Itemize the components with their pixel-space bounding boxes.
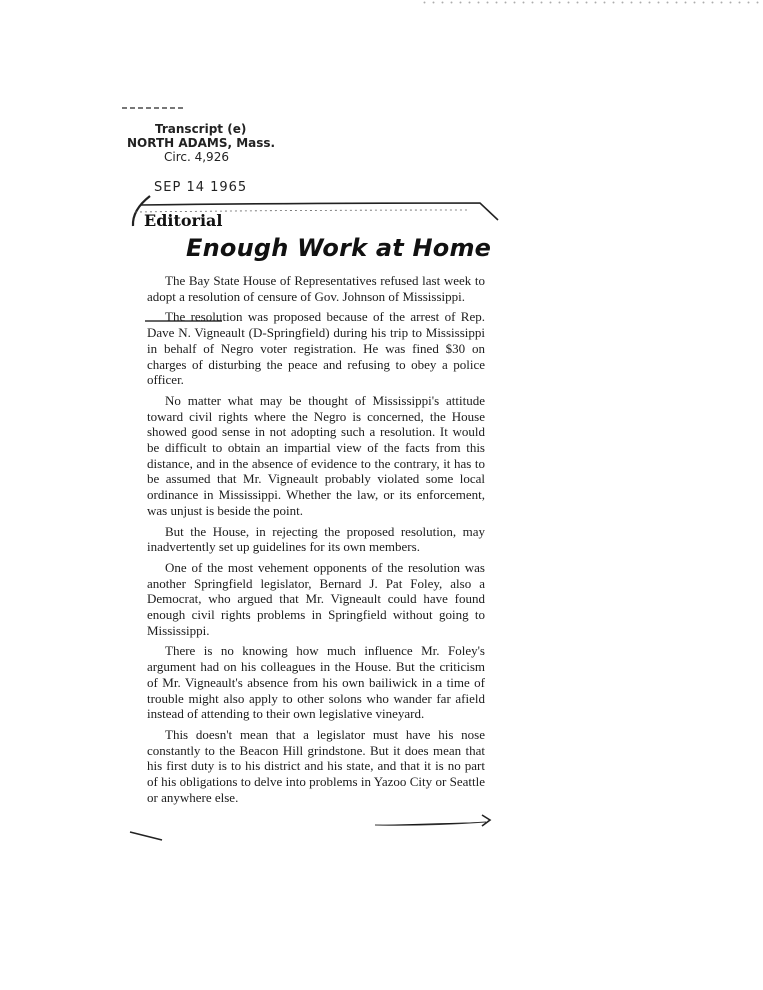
article-headline: Enough Work at Home <box>186 234 492 262</box>
article-paragraph: One of the most vehement opponents of the resolution was another Springfield legislator, Bernard J. Pat Foley, also a Democrat, who argued that Mr. Vigneault could have found enough civil rights problems in Springfield without going to Mississippi. <box>147 559 485 638</box>
article-paragraph: The Bay State House of Representatives refused last week to adopt a resolution of censure of Gov. Johnson of Mississippi. <box>147 273 485 304</box>
editorial-kicker: Editorial <box>144 211 223 230</box>
article-paragraph: This doesn't mean that a legislator must have his nose constantly to the Beacon Hill grindstone. But it does mean that his first duty is to his district and his state, and that it is no part of his obligations to delve into problems in Yazoo City or Seattle or anywhere else. <box>147 726 485 805</box>
circulation: Circ. 4,926 <box>164 150 229 164</box>
article-paragraph: The resolution was proposed because of the arrest of Rep. Dave N. Vigneault (D-Springfield) during his trip to Mississippi in behalf of Negro voter registration. He was fined $30 on charges of disturbing the peace and refusing to obey a police officer. <box>147 309 485 388</box>
publication-name: Transcript (e) <box>155 122 247 136</box>
publication-location: NORTH ADAMS, Mass. <box>127 136 276 150</box>
article-body <box>147 273 485 811</box>
article-paragraph: No matter what may be thought of Mississippi's attitude toward civil rights where the Negro is concerned, the House showed good sense in not adopting such a resolution. It would be difficult to obtain an impartial view of the facts from this distance, and in the absence of evidence to the contrary, it has to be assumed that Mr. Vigneault probably violated some local ordinance in Mississippi. Whether the law, or its enforcement, was unjust is beside the point. <box>147 392 485 518</box>
date-stamp: SEP 14 1965 <box>154 180 248 195</box>
article-paragraph: But the House, in rejecting the proposed resolution, may inadvertently set up guidelines for its own members. <box>147 523 485 555</box>
article-paragraph: There is no knowing how much influence Mr. Foley's argument had on his colleagues in the House. But the criticism of Mr. Vigneault's absence from his own bailiwick in a time of trouble might also apply to other solons who wander far afield instead of attending to their own legislative vineyard. <box>147 643 485 722</box>
